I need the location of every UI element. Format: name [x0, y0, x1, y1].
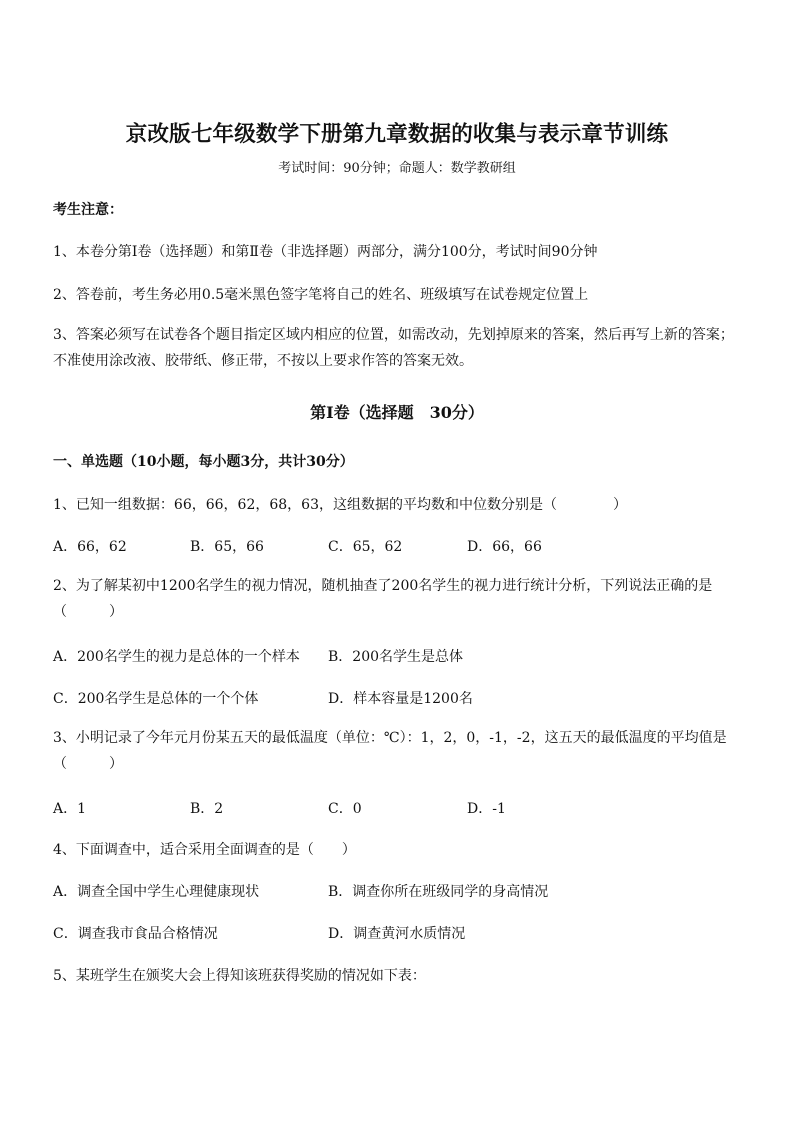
notice-item-2: 2、答卷前，考生务必用0.5毫米黑色签字笔将自己的姓名、班级填写在试卷规定位置上	[53, 287, 589, 303]
notice-item-1: 1、本卷分第Ⅰ卷（选择题）和第Ⅱ卷（非选择题）两部分，满分100分，考试时间90分钟	[53, 244, 598, 260]
question-1-option-d[interactable]: D．66，66	[467, 539, 542, 555]
question-4-option-d[interactable]: D．调查黄河水质情况	[328, 926, 466, 942]
page-title: 京改版七年级数学下册第九章数据的收集与表示章节训练	[125, 122, 669, 147]
question-3-stem: 3、小明记录了今年元月份某五天的最低温度（单位：℃）：1，2，0，-1，-2，这五天的最低温度的平均值是（ ）	[53, 730, 727, 772]
question-2-option-c[interactable]: C．200名学生是总体的一个个体	[53, 691, 259, 707]
question-3-option-d[interactable]: D．-1	[467, 801, 506, 817]
notice-item-3: 3、答案必须写在试卷各个题目指定区域内相应的位置，如需改动，先划掉原来的答案，然后再写上新的答案；不准使用涂改液、胶带纸、修正带，不按以上要求作答的答案无效。	[53, 327, 734, 369]
exam-info: 考试时间：90分钟；命题人：数学教研组	[278, 161, 516, 176]
question-2-option-d[interactable]: D．样本容量是1200名	[328, 691, 473, 707]
part-heading: 一、单选题（10小题，每小题3分，共计30分）	[53, 454, 354, 470]
question-4-option-c[interactable]: C．调查我市食品合格情况	[53, 926, 218, 942]
question-2-stem: 2、为了解某初中1200名学生的视力情况，随机抽查了200名学生的视力进行统计分析，下列说法正确的是（ ）	[53, 578, 713, 620]
question-3-option-c[interactable]: C．0	[328, 801, 362, 817]
question-3-option-a[interactable]: A．1	[53, 801, 87, 817]
question-4-option-b[interactable]: B．调查你所在班级同学的身高情况	[328, 884, 549, 900]
notice-heading: 考生注意：	[53, 202, 123, 218]
question-1-option-c[interactable]: C．65，62	[328, 539, 403, 555]
question-4-option-a[interactable]: A．调查全国中学生心理健康现状	[53, 884, 260, 900]
question-4-stem: 4、下面调查中，适合采用全面调查的是（ ）	[53, 842, 356, 858]
question-1-option-b[interactable]: B．65，66	[190, 539, 264, 555]
question-2-option-a[interactable]: A．200名学生的视力是总体的一个样本	[53, 649, 300, 665]
question-1-stem: 1、已知一组数据：66，66，62，68，63，这组数据的平均数和中位数分别是（ ）	[53, 497, 627, 513]
question-2-option-b[interactable]: B．200名学生是总体	[328, 649, 464, 665]
question-5-stem: 5、某班学生在颁奖大会上得知该班获得奖励的情况如下表：	[53, 968, 426, 984]
section-title: 第Ⅰ卷（选择题 30分）	[310, 403, 484, 422]
question-3-option-b[interactable]: B．2	[190, 801, 224, 817]
question-1-option-a[interactable]: A．66，62	[53, 539, 127, 555]
